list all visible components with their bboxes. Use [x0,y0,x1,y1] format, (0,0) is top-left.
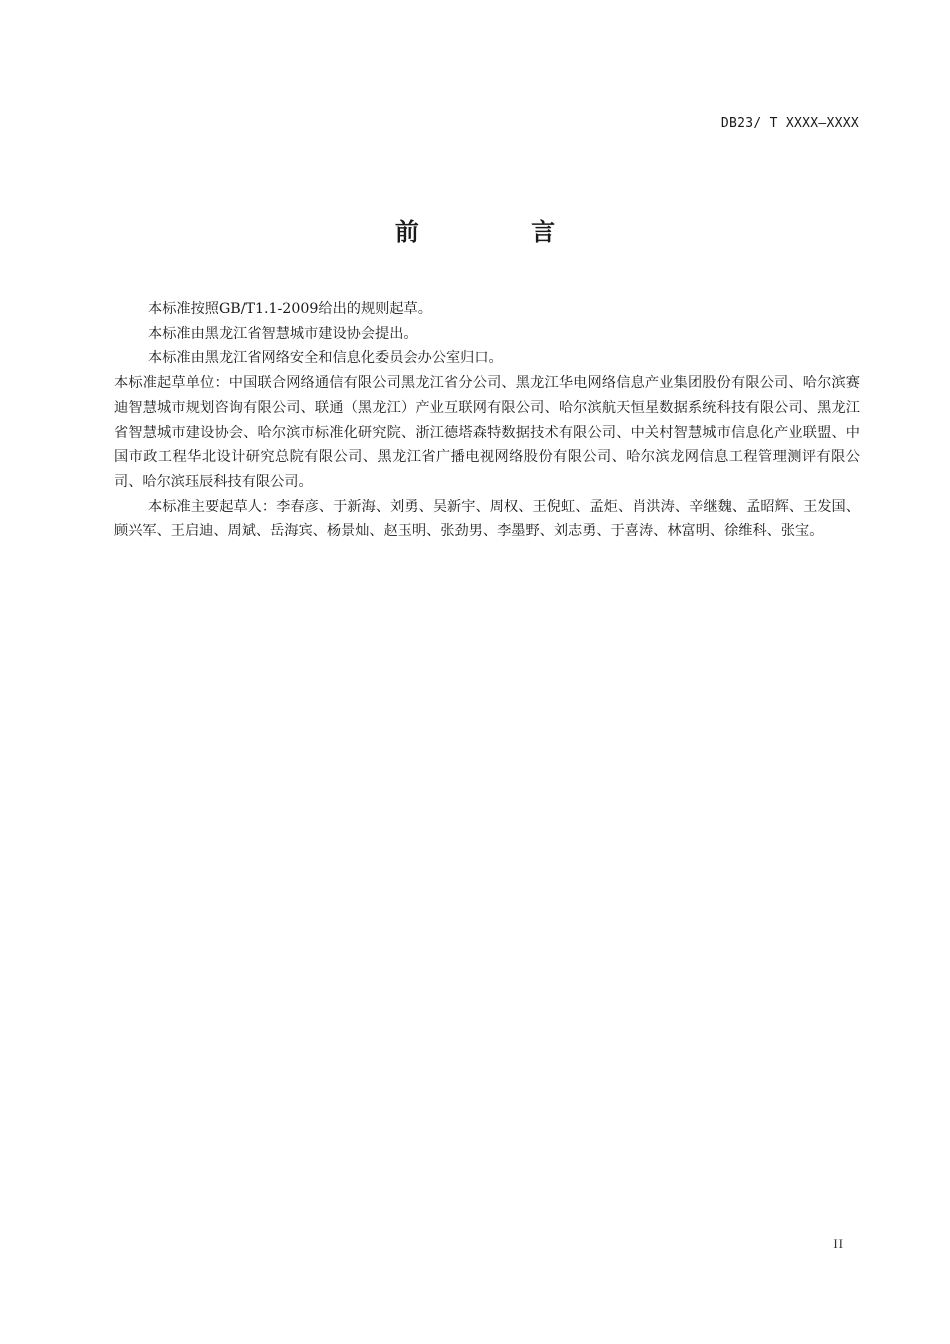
standard-code: DB23/ T XXXX—XXXX [720,116,859,131]
paragraph-proposer: 本标准由黑龙江省智慧城市建设协会提出。 [148,325,418,342]
paragraph-drafting-rules: 本标准按照GB/T1.1-2009给出的规则起草。 [148,301,432,317]
paragraph-drafting-units: 本标准起草单位：中国联合网络通信有限公司黑龙江省分公司、黑龙江华电网络信息产业集团股份有限公司、哈尔滨赛迪智慧城市规划咨询有限公司、联通（黑龙江）产业互联网有限公司、哈尔滨航天恒星数据系统科技有限公司、黑龙江省智慧城市建设协会、哈尔滨市标准化研究院、浙江德塔森特数据技术有限公司、中关村智慧城市信息化产业联盟、中国市政工程华北设计研究总院有限公司、黑龙江省广播电视网络股份有限公司、哈尔滨龙网信息工程管理测评有限公司、哈尔滨珏辰科技有限公司。 [114,375,860,490]
foreword-body [114,297,860,544]
paragraph-main-drafters: 本标准主要起草人：李春彦、于新海、刘勇、吴新宇、周权、王倪虹、孟炬、肖洪涛、辛继魏、孟昭辉、王发国、顾兴军、王启迪、周斌、岳海宾、杨景灿、赵玉明、张劲男、李墨野、刘志勇、于喜涛、林富明、徐维科、张宝。 [114,498,860,540]
page-number: II [833,1236,844,1251]
paragraph-administrator: 本标准由黑龙江省网络安全和信息化委员会办公室归口。 [148,350,503,367]
page-title: 前 言 [394,218,608,246]
